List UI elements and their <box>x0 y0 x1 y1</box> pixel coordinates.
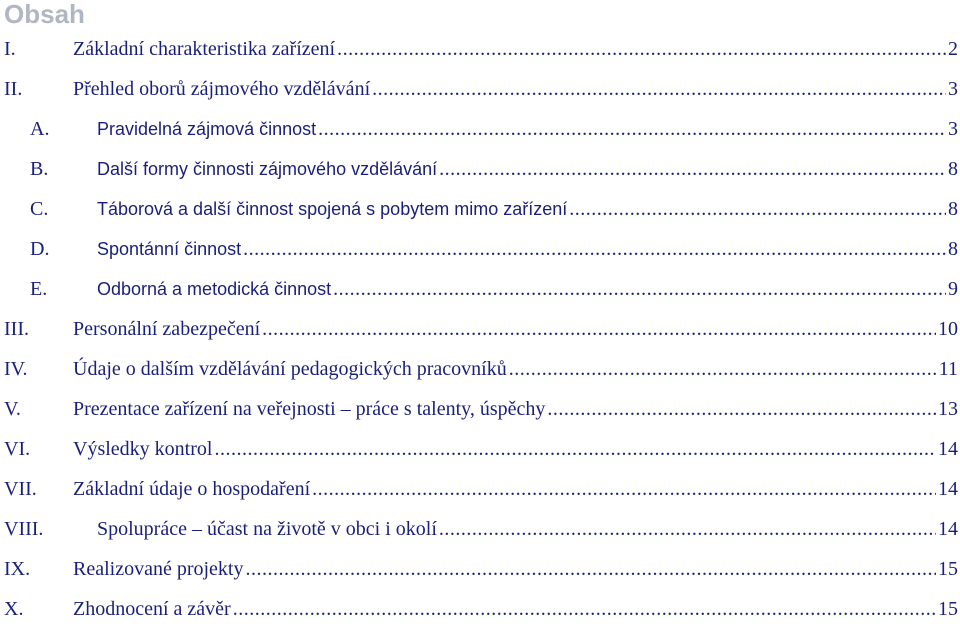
toc-heading: Obsah <box>4 0 85 29</box>
toc-leader-dots <box>312 477 936 501</box>
toc-entry-number: IX. <box>4 558 31 580</box>
toc-entry-page[interactable]: 10 <box>938 318 958 340</box>
toc-entry-number: D. <box>30 238 50 260</box>
toc-entry-title[interactable]: Údaje o dalším vzdělávání pedagogických pracovníků <box>73 358 507 380</box>
toc-entry-number: A. <box>30 118 50 140</box>
toc-entry-title[interactable]: Táborová a další činnost spojená s pobytem mimo zařízení <box>97 199 568 219</box>
toc-entry-title[interactable]: Pravidelná zájmová činnost <box>97 119 317 139</box>
toc-entry-number: VI. <box>4 438 31 460</box>
toc-leader-dots <box>337 37 946 61</box>
toc-entry[interactable] <box>0 549 960 589</box>
toc-entry-page[interactable]: 13 <box>938 398 958 420</box>
toc-entry-number: VIII. <box>4 518 44 540</box>
toc-leader-dots <box>318 117 946 141</box>
toc-entry-page[interactable]: 14 <box>938 438 958 460</box>
toc-leader-dots <box>547 397 936 421</box>
toc-entry-page[interactable]: 8 <box>948 238 958 260</box>
toc-leader-dots <box>243 237 946 261</box>
toc-leader-dots <box>372 77 946 101</box>
toc-leader-dots <box>246 557 937 581</box>
toc-entry-page[interactable]: 3 <box>948 118 958 140</box>
toc-entry-page[interactable]: 2 <box>948 38 958 60</box>
toc-entry[interactable] <box>0 269 960 309</box>
toc-entry-page[interactable]: 9 <box>948 278 958 300</box>
toc-entry-page[interactable]: 15 <box>938 598 958 620</box>
toc-leader-dots <box>333 277 946 301</box>
toc-entry[interactable] <box>0 509 960 549</box>
toc-entry[interactable] <box>0 69 960 109</box>
toc-leader-dots <box>439 157 946 181</box>
toc-leader-dots <box>233 597 936 621</box>
toc-entry-title[interactable]: Spontánní činnost <box>97 239 242 259</box>
toc-entry[interactable] <box>0 309 960 349</box>
toc-entry-title[interactable]: Přehled oborů zájmového vzdělávání <box>73 78 371 100</box>
toc-entry-page[interactable]: 8 <box>948 198 958 220</box>
toc-entry-title[interactable]: Odborná a metodická činnost <box>97 279 332 299</box>
toc-entry-page[interactable]: 3 <box>948 78 958 100</box>
toc-leader-dots <box>509 357 937 381</box>
toc-entry[interactable] <box>0 589 960 629</box>
toc-entry-title[interactable]: Výsledky kontrol <box>73 438 213 460</box>
toc-entry-number: B. <box>30 158 49 180</box>
toc-leader-dots <box>214 437 936 461</box>
toc-entry-number: X. <box>4 598 24 620</box>
toc-entry-title[interactable]: Základní údaje o hospodaření <box>73 478 311 500</box>
toc-entry-page[interactable]: 8 <box>948 158 958 180</box>
toc-entry-title[interactable]: Zhodnocení a závěr <box>73 598 231 620</box>
toc-entry-number: E. <box>30 278 48 300</box>
toc-entry-number: IV. <box>4 358 28 380</box>
toc-entry-title[interactable]: Další formy činnosti zájmového vzdělávání <box>97 159 438 179</box>
toc-entry[interactable] <box>0 29 960 69</box>
toc-entry[interactable] <box>0 109 960 149</box>
toc-entry-number: C. <box>30 198 49 220</box>
toc-entry-title[interactable]: Prezentace zařízení na veřejnosti – práce s talenty, úspěchy <box>73 398 546 420</box>
toc-entry-title[interactable]: Realizované projekty <box>73 558 244 580</box>
toc-entry-page[interactable]: 14 <box>938 478 958 500</box>
toc-entry-page[interactable]: 11 <box>938 358 958 380</box>
toc-entry-page[interactable]: 15 <box>938 558 958 580</box>
toc-entry-title[interactable]: Personální zabezpečení <box>73 318 261 340</box>
toc-leader-dots <box>262 317 936 341</box>
toc-entry[interactable] <box>0 469 960 509</box>
toc-entry[interactable] <box>0 189 960 229</box>
toc-entry-number: V. <box>4 398 21 420</box>
toc-entry-number: II. <box>4 78 23 100</box>
table-of-contents <box>0 29 960 629</box>
toc-entry[interactable] <box>0 229 960 269</box>
toc-entry[interactable] <box>0 349 960 389</box>
toc-leader-dots <box>439 517 936 541</box>
toc-entry-number: VII. <box>4 478 37 500</box>
toc-entry[interactable] <box>0 389 960 429</box>
toc-entry[interactable] <box>0 149 960 189</box>
toc-entry-number: III. <box>4 318 29 340</box>
toc-entry[interactable] <box>0 429 960 469</box>
toc-entry-title[interactable]: Spolupráce – účast na životě v obci i okolí <box>97 518 437 540</box>
toc-leader-dots <box>569 197 946 221</box>
toc-entry-number: I. <box>4 38 16 60</box>
toc-entry-title[interactable]: Základní charakteristika zařízení <box>73 38 336 60</box>
toc-entry-page[interactable]: 14 <box>938 518 958 540</box>
